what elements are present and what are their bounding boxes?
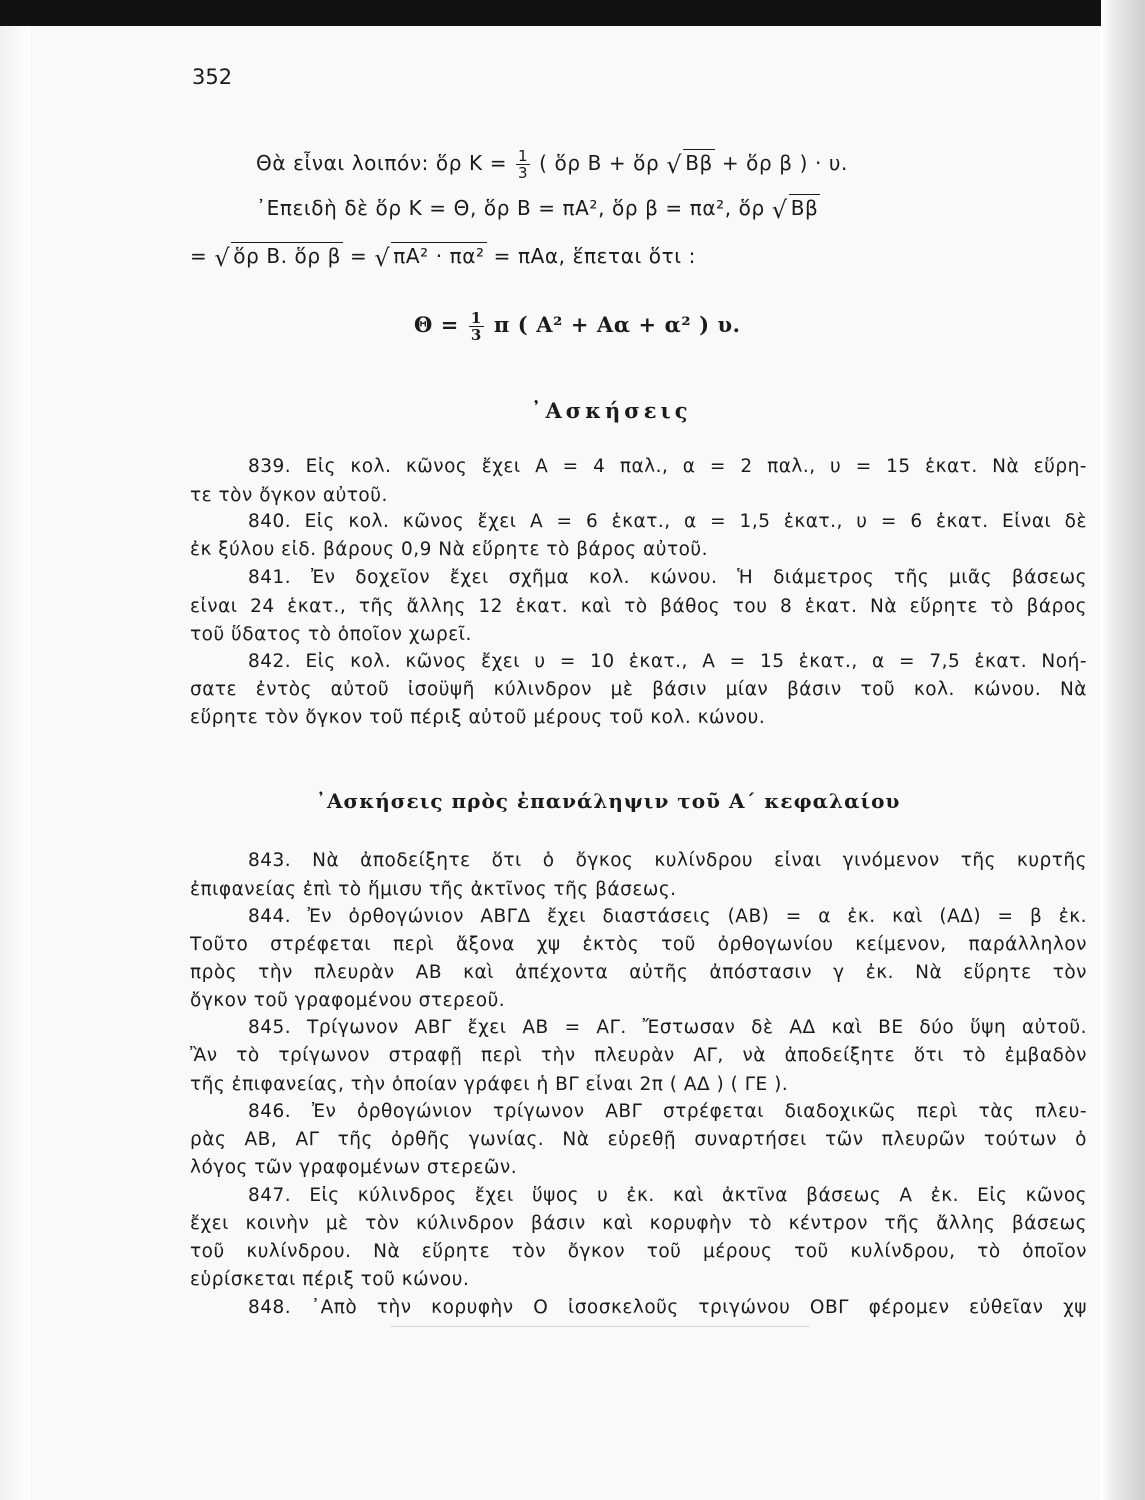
scan-top-band bbox=[0, 0, 1145, 26]
sqrt-sign: √ bbox=[214, 244, 231, 272]
exercise-839-line-1: 839. Εἰς κολ. κῶνος ἔχει Α = 4 παλ., α = 2 παλ., υ = 15 ἑκατ. Νὰ εὕρη- bbox=[248, 456, 1087, 477]
frac-denominator: 3 bbox=[518, 164, 529, 182]
frac-numerator: 1 bbox=[518, 147, 529, 165]
exercise-847-line-3: τοῦ κυλίνδρου. Νὰ εὕρητε τὸν ὄγκον τοῦ μέρους τοῦ κυλίνδρου, τὸ ὁποῖον bbox=[190, 1241, 1087, 1262]
exercise-843-line-1: 843. Νὰ ἀποδείξητε ὅτι ὁ ὄγκος κυλίνδρου εἶναι γινόμενον τῆς κυρτῆς bbox=[248, 850, 1087, 871]
radicand: ὅρ Β. ὅρ β bbox=[233, 244, 342, 268]
exercise-847-line-2: ἔχει κοινὴν μὲ τὸν κύλινδρον βάσιν καὶ κορυφὴν τὸ κέντρον τῆς ἄλλης βάσεως bbox=[190, 1213, 1087, 1234]
formula1-lead: Θὰ εἶναι λοιπόν: ὅρ Κ = bbox=[256, 151, 508, 175]
scan-right-edge bbox=[1101, 0, 1145, 1500]
page-number: 352 bbox=[192, 65, 233, 89]
exercise-841-line-1: 841. Ἐν δοχεῖον ἔχει σχῆμα κολ. κώνου. Ἡ διάμετρος τῆς μιᾶς βάσεως bbox=[248, 567, 1087, 588]
sqrt-sign: √ bbox=[374, 244, 391, 272]
fraction-one-third bbox=[469, 310, 484, 343]
exercise-843-line-2: ἐπιφανείας ἐπὶ τὸ ἥμισυ τῆς ἀκτῖνος τῆς βάσεως. bbox=[190, 879, 677, 900]
exercise-840-line-2: ἐκ ξύλου εἰδ. βάρους 0,9 Νὰ εὕρητε τὸ βάρος αὐτοῦ. bbox=[190, 539, 708, 560]
fraction-one-third bbox=[516, 148, 530, 181]
exercise-846-line-3: λόγος τῶν γραφομένων στερεῶν. bbox=[190, 1157, 518, 1178]
exercise-847-line-4: εὑρίσκεται πέριξ τοῦ κώνου. bbox=[190, 1269, 470, 1290]
exercise-845-line-3: τῆς ἐπιφανείας, τὴν ὁποίαν γράφει ἡ ΒΓ εἶναι 2π ( ΑΔ ) ( ΓΕ ). bbox=[190, 1074, 789, 1095]
exercise-842-line-1: 842. Εἰς κολ. κῶνος ἔχει υ = 10 ἑκατ., Α = 15 ἑκατ., α = 7,5 ἑκατ. Νοή- bbox=[248, 651, 1087, 672]
exercise-846-line-2: ρὰς ΑΒ, ΑΓ τῆς ὀρθῆς γωνίας. Νὰ εὑρεθῇ συναρτήσει τῶν πλευρῶν τούτων ὁ bbox=[190, 1129, 1087, 1150]
sqrt-sign: √ bbox=[771, 196, 788, 224]
radicand: Ββ bbox=[685, 151, 713, 175]
exercise-840-line-1: 840. Εἰς κολ. κῶνος ἔχει Α = 6 ἑκατ., α = 1,5 ἑκατ., υ = 6 ἑκατ. Εἶναι δὲ bbox=[248, 511, 1087, 532]
exercise-842-line-3: εὕρητε τὸν ὄγκον τοῦ πέριξ αὐτοῦ μέρους τοῦ κολ. κώνου. bbox=[190, 707, 766, 728]
frac-numerator: 1 bbox=[470, 309, 482, 327]
scan-left-edge bbox=[0, 26, 30, 1500]
exercise-842-line-2: σατε ἐντὸς αὐτοῦ ἰσοϋψῆ κύλινδρον μὲ βάσιν μίαν βάσιν τοῦ κολ. κώνου. Νὰ bbox=[190, 679, 1087, 700]
review-heading: ᾿Ασκήσεις πρὸς ἐπανάληψιν τοῦ Α΄ κεφαλαίου bbox=[316, 789, 901, 813]
formula4-lead: Θ = bbox=[414, 312, 459, 337]
exercise-845-line-2: Ἂν τὸ τρίγωνον στραφῇ περὶ τὴν πλευρὰν ΑΓ, νὰ ἀποδείξητε ὅτι τὸ ἐμβαδὸν bbox=[190, 1045, 1087, 1066]
formula2-text: ᾿Επειδὴ δὲ ὅρ Κ = Θ, ὅρ Β = πΑ², ὅρ β = πα², ὅρ bbox=[256, 196, 765, 220]
formula4-tail: π ( Α² + Αα + α² ) υ. bbox=[493, 312, 741, 337]
radicand: Ββ bbox=[790, 196, 819, 220]
exercise-844-line-1: 844. Ἐν ὀρθογώνιον ΑΒΓΔ ἔχει διαστάσεις (ΑΒ) = α ἐκ. καὶ (ΑΔ) = β ἐκ. bbox=[248, 906, 1087, 927]
exercise-841-line-3: τοῦ ὕδατος τὸ ὁποῖον χωρεῖ. bbox=[190, 624, 472, 645]
formula3-eq2: = bbox=[349, 244, 368, 268]
bottom-rule bbox=[390, 1326, 810, 1327]
exercise-844-line-4: ὄγκον τοῦ γραφομένου στερεοῦ. bbox=[190, 990, 506, 1011]
exercise-848-line-1: 848. ᾿Απὸ τὴν κορυφὴν Ο ἰσοσκελοῦς τριγώνου ΟΒΓ φέρομεν εὐθεῖαν χψ bbox=[248, 1297, 1087, 1318]
formula1-tail: + ὅρ β ) · υ. bbox=[721, 151, 848, 175]
exercise-841-line-2: εἶναι 24 ἑκατ., τῆς ἄλλης 12 ἑκατ. καὶ τὸ βάθος του 8 ἑκατ. Νὰ εὕρητε τὸ βάρος bbox=[190, 596, 1087, 617]
formula-volume-definition bbox=[256, 148, 848, 181]
exercise-844-line-3: πρὸς τὴν πλευρὰν ΑΒ καὶ ἀπέχοντα αὐτῆς ἀπόστασιν γ ἐκ. Νὰ εὕρητε τὸν bbox=[190, 962, 1087, 983]
exercise-845-line-1: 845. Τρίγωνον ΑΒΓ ἔχει ΑΒ = ΑΓ. Ἔστωσαν δὲ ΑΔ καὶ ΒΕ δύο ὕψη αὐτοῦ. bbox=[248, 1017, 1087, 1038]
formula3-eq: = bbox=[190, 244, 208, 268]
formula3-tail: = πΑα, ἕπεται ὅτι : bbox=[493, 244, 696, 268]
radicand: πΑ² · πα² bbox=[393, 244, 485, 268]
formula1-mid: ( ὅρ Β + ὅρ bbox=[539, 151, 660, 175]
exercise-839-line-2: τε τὸν ὄγκον αὐτοῦ. bbox=[190, 485, 388, 506]
frac-denominator: 3 bbox=[470, 326, 482, 344]
exercise-847-line-1: 847. Εἰς κύλινδρος ἔχει ὕψος υ ἐκ. καὶ ἀκτῖνα βάσεως Α ἐκ. Εἰς κῶνος bbox=[248, 1185, 1087, 1206]
formula-mean bbox=[190, 244, 696, 272]
formula-result bbox=[414, 310, 741, 343]
sqrt-sign: √ bbox=[666, 151, 683, 179]
exercise-844-line-2: Τοῦτο στρέφεται περὶ ἄξονα χψ ἐκτὸς τοῦ ὀρθογωνίου κείμενον, παράλληλον bbox=[190, 934, 1087, 955]
exercise-846-line-1: 846. Ἐν ὀρθογώνιον τρίγωνον ΑΒΓ στρέφεται διαδοχικῶς περὶ τὰς πλευ- bbox=[248, 1101, 1087, 1122]
exercises-heading: ᾿Ασκήσεις bbox=[531, 398, 692, 423]
formula-substitution bbox=[256, 196, 820, 224]
